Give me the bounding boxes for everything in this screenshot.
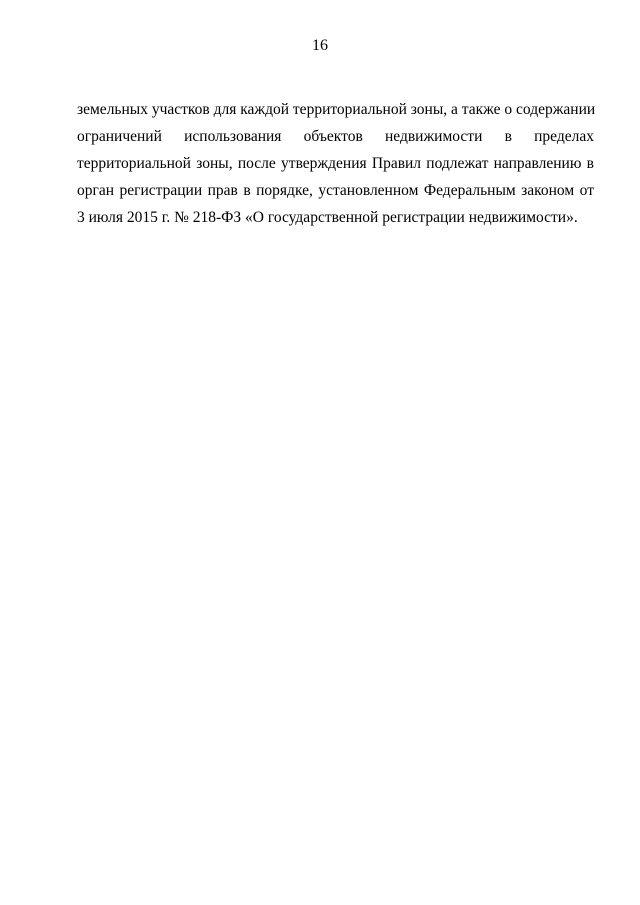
page-number: 16: [312, 37, 328, 54]
paragraph-line: ограничений использования объектов недвижимости в пределах: [77, 128, 594, 145]
paragraph: [77, 96, 594, 231]
paragraph-line: 3 июля 2015 г. № 218-ФЗ «О государственной регистрации недвижимости».: [77, 209, 578, 226]
paragraph-line: орган регистрации прав в порядке, установленном Федеральным законом от: [77, 182, 594, 199]
paragraph-line: земельных участков для каждой территориальной зоны, а также о содержании: [77, 101, 596, 118]
paragraph-line: территориальной зоны, после утверждения Правил подлежат направлению в: [77, 155, 594, 172]
